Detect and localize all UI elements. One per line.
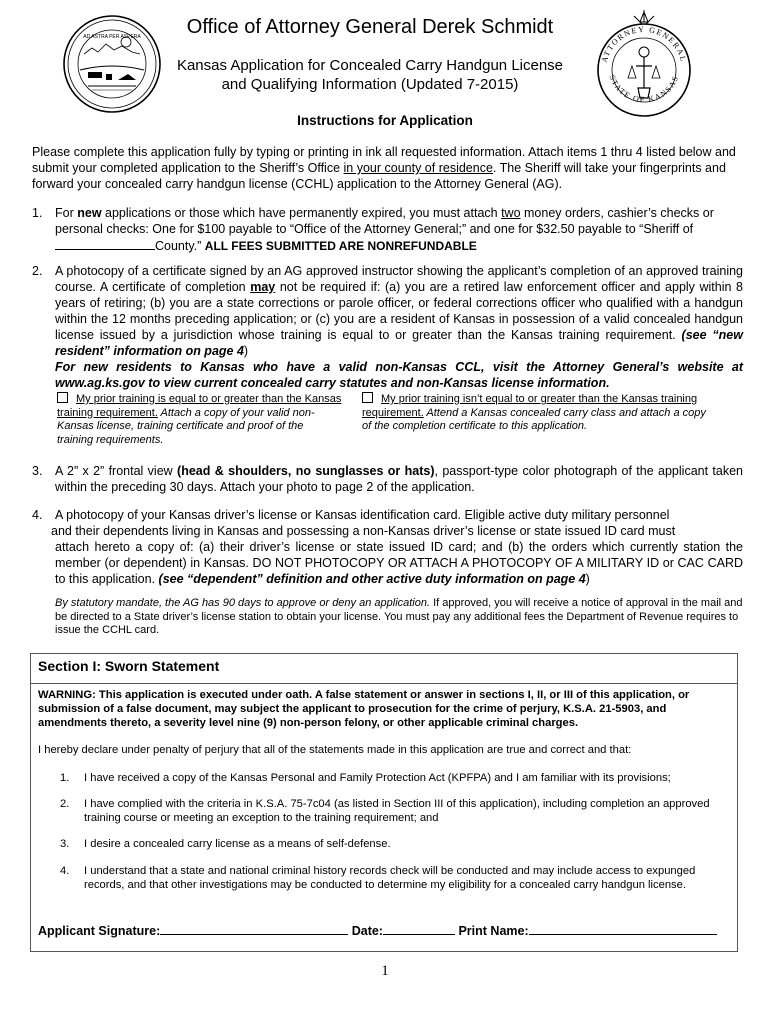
item-2-number: 2. [32, 264, 43, 278]
statement-3: I desire a concealed carry license as a means of self-defense. [84, 838, 391, 850]
statement-1-number: 1. [60, 772, 70, 784]
seal-text-top: ATTORNEY GENERAL [599, 24, 689, 64]
date-field[interactable] [383, 922, 455, 935]
instructions-intro: Please complete this application fully by typing or printing in ink all requested information. Attach items 1 thru 4 listed below and submit your completed application to the Sheriff’s Office in your county of residence. The Sheriff will take your fingerprints and forward your concealed carry handgun license (CCHL) application to the Attorney General (AG). [32, 145, 736, 191]
signature-field[interactable] [160, 922, 348, 935]
statutory-mandate-note: By statutory mandate, the AG has 90 days to approve or deny an application. If approved, you will receive a notice of approval in the mail and be directed to a State driver’s license station to obtain your license. You must pay any additional fees the Department of Revenue requires to issue the CCHL card. [55, 597, 743, 636]
checkbox-training-equal[interactable]: My prior training is equal to or greater than the Kansas training requirement. Attach a copy of your valid non-Kansas license, training certificate and proof of the training requirements. [57, 393, 342, 446]
checkbox-icon[interactable] [362, 392, 373, 403]
section-1-header [31, 654, 737, 684]
date-label: Date: [351, 924, 383, 938]
statement-1: I have received a copy of the Kansas Personal and Family Protection Act (KPFPA) and I am familiar with its provisions; [84, 772, 671, 784]
item-1-number: 1. [32, 206, 43, 220]
item-3-text: A 2” x 2” frontal view (head & shoulders, no sunglasses or hats), passport-type color photograph of the applicant taken within the preceding 30 days. Attach your photo to page 2 of the application. [55, 464, 744, 494]
item-3-number: 3. [32, 464, 43, 478]
item-4-text: attach hereto a copy of: (a) their driver’s license or state issued ID card; and (b) the orders which currently station the member (or dependent) in Kansas. DO NOT PHOTOCOPY OR ATTACH A PHOTOCOPY OF A MILITARY ID or CAC CARD to this application. (see “dependent” definition and other active duty information on page 4) [55, 540, 743, 586]
item-4-line1: A photocopy of your Kansas driver’s license or Kansas identification card. Eligible active duty military personnel [55, 508, 670, 522]
print-name-field[interactable] [529, 922, 717, 935]
print-name-label: Print Name: [458, 924, 529, 938]
statement-2-number: 2. [60, 798, 70, 810]
kansas-state-seal-icon [62, 14, 162, 114]
perjury-warning: WARNING: This application is executed under oath. A false statement or answer in sections I, II, or III of this application, or submission of a false document, may subject the applicant to prosecution for the crime of perjury, K.S.A. 21-5903, and amendments thereto, a severity level nine (9) non-person felony, or other applicable criminal charges. [38, 689, 690, 729]
seal-motto: AD ASTRA PER ASPERA [83, 34, 141, 40]
sheriff-county-blank[interactable] [55, 237, 155, 250]
form-title-line2: and Qualifying Information (Updated 7-2015) [221, 76, 519, 93]
instructions-title: Instructions for Application [297, 113, 473, 128]
signature-row [38, 922, 717, 938]
checkbox-training-not-equal[interactable]: My prior training isn’t equal to or greater than the Kansas training requirement. Attend a Kansas concealed carry class and attach a copy of the completion certificate to this application. [362, 393, 706, 432]
office-title: Office of Attorney General Derek Schmidt [186, 16, 554, 38]
statement-3-number: 3. [60, 838, 70, 850]
item-4-line2: and their dependents living in Kansas and possessing a non-Kansas driver’s license or state issued ID card must [51, 524, 676, 538]
section-1-title: Section I: Sworn Statement [38, 658, 220, 674]
declaration-text: I hereby declare under penalty of perjury that all of the statements made in this application are true and correct and that: [38, 744, 632, 756]
item-4-number: 4. [32, 508, 43, 522]
item-1-text: For new applications or those which have permanently expired, you must attach two money orders, cashier’s checks or personal checks: One for $100 payable to “Office of the Attorney General;” and one for $32.50 payable to “Sheriff of County.” ALL FEES SUBMITTED ARE NONREFUNDABLE [55, 206, 714, 253]
attorney-general-seal-icon [592, 8, 696, 120]
seal-text-bottom: STATE OF KANSAS [607, 73, 681, 105]
statement-2: I have complied with the criteria in K.S.A. 75-7c04 (as listed in Section III of this application), including completion an approved training course or meeting an exception to the training requirement; and [84, 798, 710, 824]
checkbox-icon[interactable] [57, 392, 68, 403]
section-1-sworn-statement [30, 653, 738, 952]
signature-label: Applicant Signature: [38, 924, 161, 938]
form-title-line1: Kansas Application for Concealed Carry Handgun License [176, 57, 564, 74]
statement-4-number: 4. [60, 865, 70, 877]
item-2-text: A photocopy of a certificate signed by an AG approved instructor showing the applicant’s completion of an approved training course. A certificate of completion may not be required if: (a) you are a retired law enforcement officer and apply within 8 years of retiring; (b) you are a state corrections or parole officer, or federal corrections officer who qualified with a handgun within the 12 months preceding application; or (c) you are a resident of Kansas in possession of a valid concealed handgun license issued by a jurisdiction whose training is equal to or greater than the Kansas training requirement. (see “new resident” information on page 4) For new residents to Kansas who have a valid non-Kansas CCL, visit the Attorney General’s website at www.ag.ks.gov to view current concealed carry statutes and non-Kansas license information. [55, 264, 743, 390]
page-number: 1 [381, 963, 389, 979]
statement-4: I understand that a state and national criminal history records check will be conducted and may include access to expunged records, and that other investigations may be conducted to determine my eligibility for a concealed carry handgun license. [84, 865, 696, 891]
